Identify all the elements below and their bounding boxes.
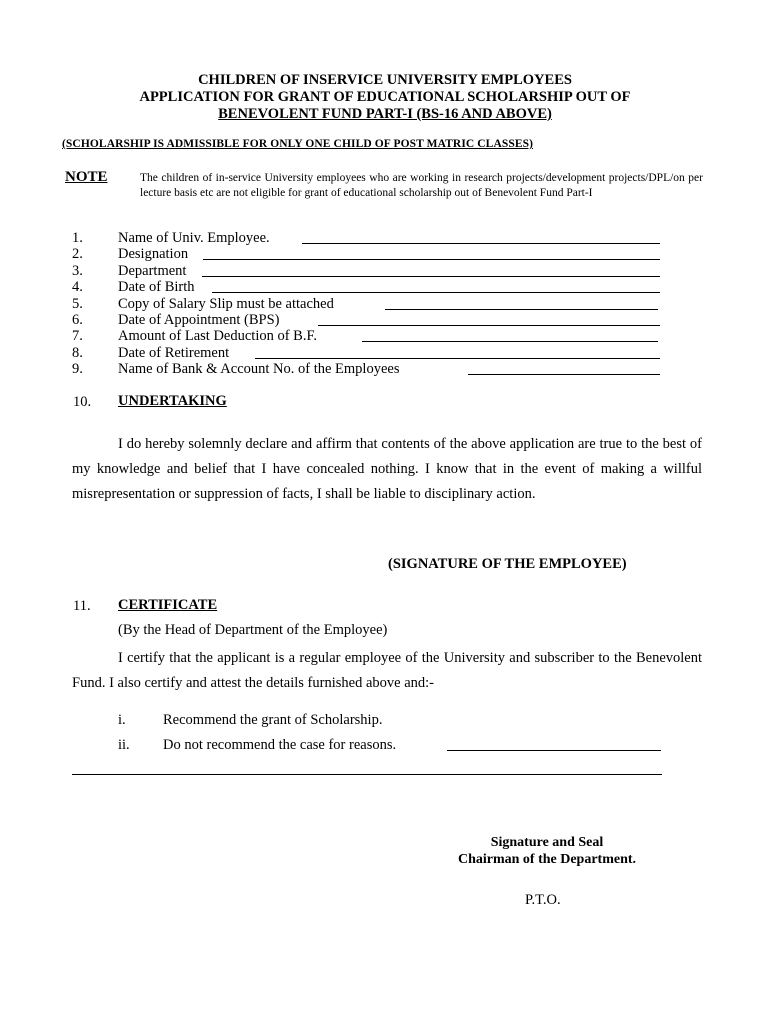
certificate-heading: CERTIFICATE <box>118 597 218 613</box>
employee-signature-label: (SIGNATURE OF THE EMPLOYEE) <box>388 556 627 572</box>
reasons-fill-in-line[interactable] <box>447 750 661 751</box>
field-row-date-of-appointment <box>72 312 672 328</box>
employee-details-list <box>72 230 672 378</box>
field-row-date-of-birth <box>72 279 672 295</box>
field-row-salary-slip <box>72 296 672 312</box>
field-number: 9. <box>72 361 83 378</box>
fill-in-line[interactable] <box>302 243 660 244</box>
field-row-bank-account <box>72 361 672 377</box>
fill-in-line[interactable] <box>255 358 660 359</box>
reasons-continuation-line[interactable] <box>72 774 662 775</box>
field-number: 4. <box>72 279 83 296</box>
certificate-subheading: (By the Head of Department of the Employee) <box>118 622 388 638</box>
field-number: 8. <box>72 344 83 361</box>
chairman-label: Chairman of the Department. <box>457 852 637 867</box>
field-number: 3. <box>72 262 83 279</box>
field-label: Designation <box>118 246 189 263</box>
field-label: Amount of Last Deduction of B.F. <box>118 328 317 345</box>
field-label: Date of Appointment (BPS) <box>118 311 280 328</box>
field-row-employee-name <box>72 230 672 246</box>
field-label: Copy of Salary Slip must be attached <box>118 295 334 312</box>
form-title-line-2: APPLICATION FOR GRANT OF EDUCATIONAL SCHOLARSHIP OUT OF <box>139 89 631 105</box>
fill-in-line[interactable] <box>468 374 660 375</box>
field-number: 6. <box>72 311 83 328</box>
note-text: The children of in-service University employees who are working in research projects/development projects/DPL/on per lecture basis etc are not eligible for grant of educational scholarship out of Benevolent Fund Part-I <box>140 172 703 199</box>
fill-in-line[interactable] <box>202 276 660 277</box>
field-row-last-deduction <box>72 328 672 344</box>
field-number: 2. <box>72 246 83 263</box>
field-row-date-of-retirement <box>72 345 672 361</box>
form-title-line-1: CHILDREN OF INSERVICE UNIVERSITY EMPLOYEES <box>198 72 572 88</box>
field-label: Name of Univ. Employee. <box>118 230 270 246</box>
fill-in-line[interactable] <box>362 341 658 342</box>
field-number: 7. <box>72 328 83 345</box>
fill-in-line[interactable] <box>385 309 658 310</box>
admissibility-note: (SCHOLARSHIP IS ADMISSIBLE FOR ONLY ONE CHILD OF POST MATRIC CLASSES) <box>62 138 534 150</box>
fill-in-line[interactable] <box>212 292 660 293</box>
field-row-department <box>72 263 672 279</box>
note-label: NOTE <box>65 169 108 185</box>
field-label: Department <box>118 262 187 279</box>
please-turn-over: P.T.O. <box>525 892 561 908</box>
field-label: Date of Birth <box>118 279 195 296</box>
certificate-text: I certify that the applicant is a regular employee of the University and subscriber to the Benevolent Fund. I also certify and attest the details furnished above and:- <box>72 650 702 691</box>
fill-in-line[interactable] <box>203 259 660 260</box>
option-number: ii. <box>118 737 130 753</box>
form-title-line-3: BENEVOLENT FUND PART-I (BS-16 AND ABOVE) <box>218 106 552 122</box>
undertaking-number: 10. <box>73 394 92 410</box>
signature-and-seal-label: Signature and Seal <box>490 835 604 850</box>
field-label: Name of Bank & Account No. of the Employees <box>118 361 400 378</box>
undertaking-heading: UNDERTAKING <box>118 393 227 409</box>
fill-in-line[interactable] <box>318 325 660 326</box>
option-do-not-recommend: Do not recommend the case for reasons. <box>163 737 397 753</box>
field-number: 1. <box>72 230 83 246</box>
undertaking-text: I do hereby solemnly declare and affirm that contents of the above application are true to the best of my knowledge and belief that I have concealed nothing. I know that in the event of making a willful misrepresentation or suppression of facts, I shall be liable to disciplinary action. <box>72 436 702 502</box>
option-number: i. <box>118 712 126 728</box>
certificate-number: 11. <box>73 598 91 614</box>
field-label: Date of Retirement <box>118 344 230 361</box>
field-row-designation <box>72 246 672 262</box>
field-number: 5. <box>72 295 83 312</box>
option-recommend-grant: Recommend the grant of Scholarship. <box>163 712 383 728</box>
